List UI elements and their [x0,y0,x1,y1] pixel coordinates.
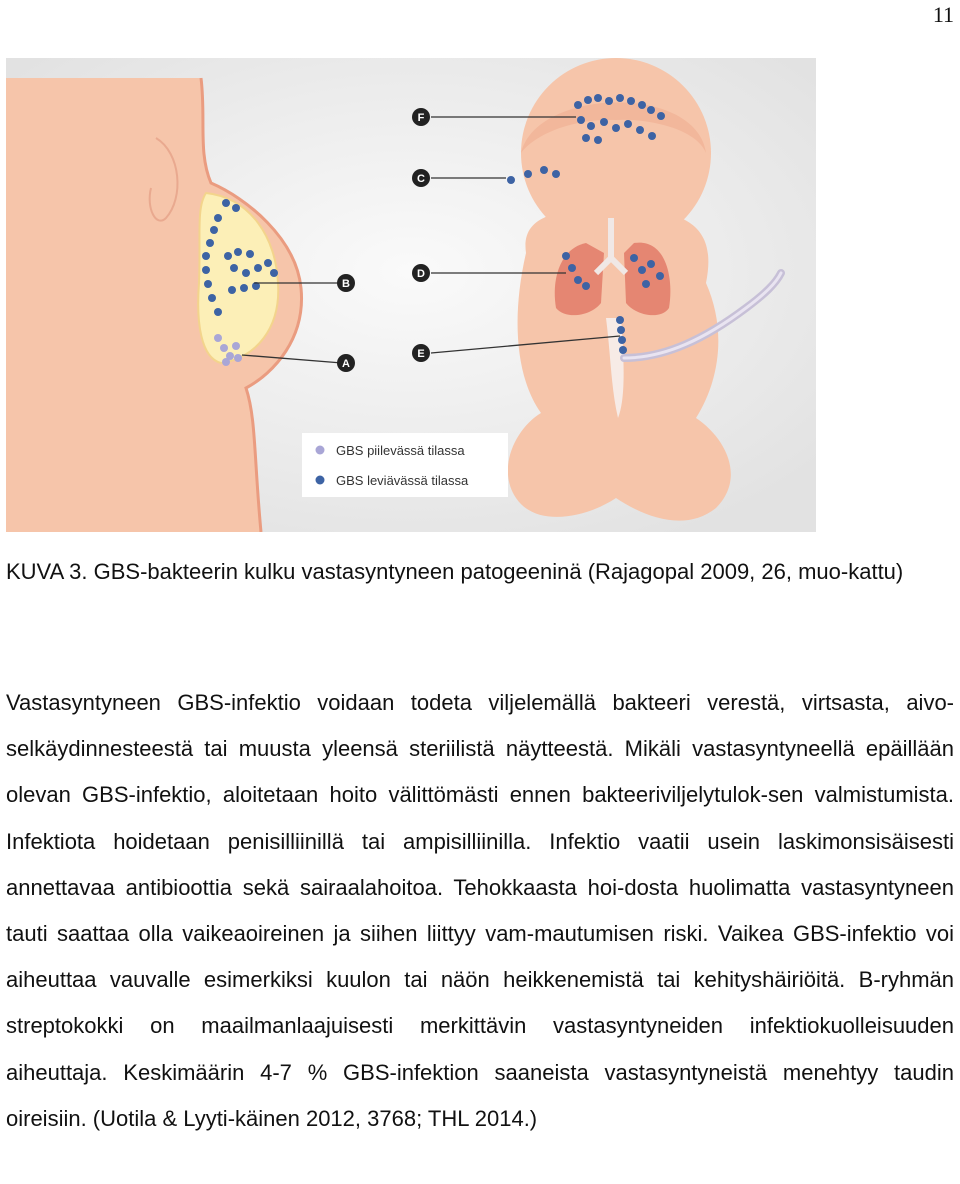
svg-text:A: A [342,358,350,370]
svg-text:D: D [417,268,425,280]
marker-e [412,344,430,362]
legend-spreading-label: GBS leviävässä tilassa [336,473,469,488]
marker-d [412,264,430,282]
marker-b [337,274,355,292]
marker-c [412,169,430,187]
figure-legend [302,433,508,497]
svg-text:E: E [417,348,425,360]
body-paragraph: Vastasyntyneen GBS-infektio voidaan todeta viljelemällä bakteeri verestä, virtsasta, aivo-selkäydinnesteestä tai muusta yleensä steriilistä näytteestä. Mikäli vastasyntyneellä epäillään olevan GBS-infektio, aloitetaan hoito välittömästi ennen bakteeriviljelytulok-sen valmistumista. Infektiota hoidetaan penisilliinillä tai ampisilliinilla. Infektio vaatii usein laskimonsisäisesti annettavaa antibioottia sekä sairaalahoitoa. Tehokkaasta hoi-dosta huolimatta vastasyntyneen tauti saattaa olla vaikeaoireinen ja siihen liittyy vam-mautumisen riski. Vaikea GBS-infektio voi aiheuttaa vauvalle esimerkiksi kuulon tai näön heikkenemistä tai kehityshäiriöitä. B-ryhmän streptokokki on maailmanlaajuisesti merkittävin vastasyntyneiden infektiokuolleisuuden aiheuttaja. Keskimäärin 4-7 % GBS-infektion saaneista vastasyntyneistä menehtyy taudin oireisiin. (Uotila & Lyyti-käinen 2012, 3768; THL 2014.) [6,690,954,1131]
marker-a [337,354,355,372]
page-number: 11 [932,2,954,27]
svg-text:F: F [417,112,425,124]
svg-text:C: C [417,173,425,185]
figure-caption: KUVA 3. GBS-bakteerin kulku vastasyntyneen patogeeninä (Rajagopal 2009, 26, muo-kattu) [6,559,904,584]
marker-f [412,108,430,126]
legend-latent-dot [316,446,325,455]
legend-spreading-dot [316,476,325,485]
gbs-infection-figure [6,58,816,532]
legend-latent-label: GBS piilevässä tilassa [336,443,465,458]
svg-text:B: B [342,278,350,290]
